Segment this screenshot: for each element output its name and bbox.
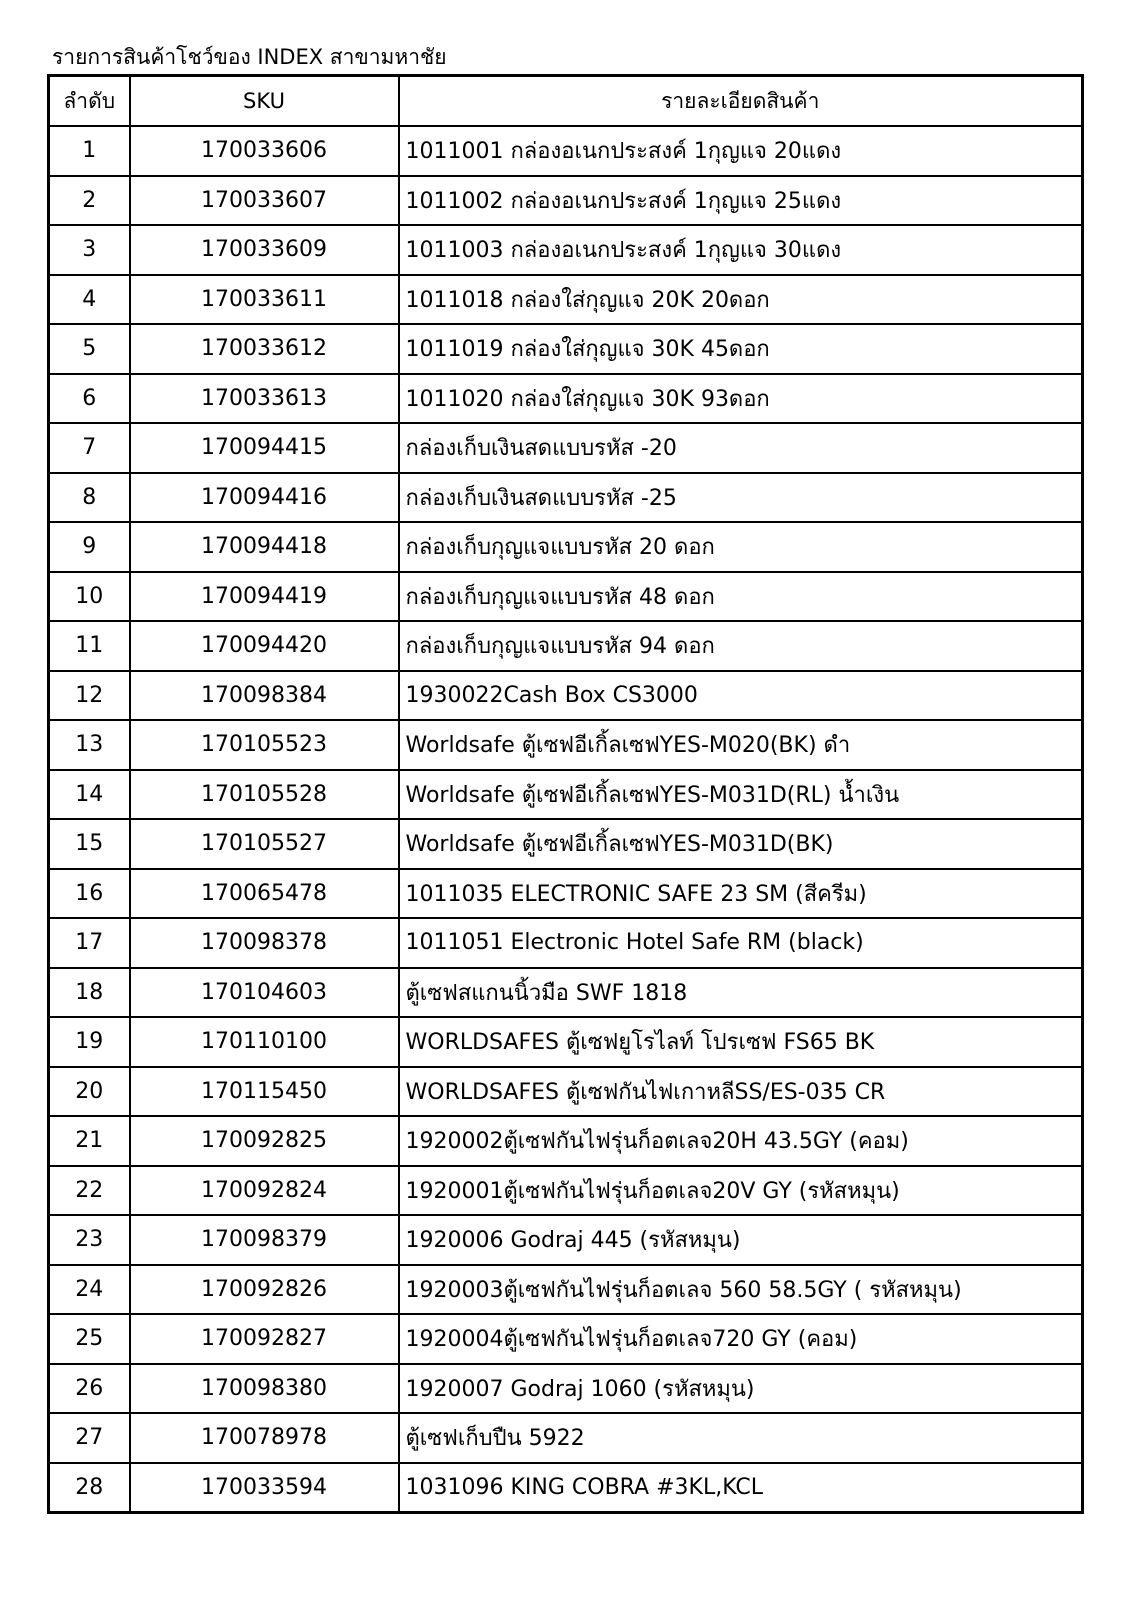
description-cell: 1920007 Godraj 1060 (รหัสหมุน) bbox=[399, 1364, 1083, 1414]
table-header bbox=[49, 76, 1083, 127]
description-cell: 1011035 ELECTRONIC SAFE 23 SM (สีครีม) bbox=[399, 869, 1083, 919]
sku-cell: 170105523 bbox=[130, 720, 399, 770]
row-number-cell: 13 bbox=[49, 720, 130, 770]
table-row bbox=[49, 918, 1083, 968]
table-row bbox=[49, 275, 1083, 325]
row-number-cell: 4 bbox=[49, 275, 130, 325]
sku-cell: 170098380 bbox=[130, 1364, 399, 1414]
sku-cell: 170098379 bbox=[130, 1215, 399, 1265]
row-number-cell: 12 bbox=[49, 671, 130, 721]
description-cell: 1920004ตู้เซฟกันไฟรุ่นก็อตเลจ720 GY (คอม) bbox=[399, 1314, 1083, 1364]
product-table bbox=[47, 74, 1084, 1514]
description-cell: 1920006 Godraj 445 (รหัสหมุน) bbox=[399, 1215, 1083, 1265]
header-description: รายละเอียดสินค้า bbox=[399, 76, 1083, 127]
table-body bbox=[49, 126, 1083, 1513]
description-cell: ตู้เซฟเก็บปืน 5922 bbox=[399, 1413, 1083, 1463]
sku-cell: 170033606 bbox=[130, 126, 399, 176]
table-row bbox=[49, 1166, 1083, 1216]
sku-cell: 170033609 bbox=[130, 225, 399, 275]
row-number-cell: 14 bbox=[49, 770, 130, 820]
sku-cell: 170033594 bbox=[130, 1463, 399, 1513]
table-row bbox=[49, 126, 1083, 176]
table-row bbox=[49, 621, 1083, 671]
sku-cell: 170094416 bbox=[130, 473, 399, 523]
description-cell: กล่องเก็บเงินสดแบบรหัส -25 bbox=[399, 473, 1083, 523]
row-number-cell: 23 bbox=[49, 1215, 130, 1265]
description-cell: 1011018 กล่องใส่กุญแจ 20K 20ดอก bbox=[399, 275, 1083, 325]
description-cell: Worldsafe ตู้เซฟอีเกิ้ลเซฟYES-M031D(BK) bbox=[399, 819, 1083, 869]
description-cell: 1920003ตู้เซฟกันไฟรุ่นก็อตเลจ 560 58.5GY ( รหัสหมุน) bbox=[399, 1265, 1083, 1315]
table-row bbox=[49, 1017, 1083, 1067]
row-number-cell: 5 bbox=[49, 324, 130, 374]
sku-cell: 170098378 bbox=[130, 918, 399, 968]
table-row bbox=[49, 176, 1083, 226]
document-title: รายการสินค้าโชว์ของ INDEX สาขามหาชัย bbox=[52, 45, 447, 69]
description-cell: 1920002ตู้เซฟกันไฟรุ่นก็อตเลจ20H 43.5GY (คอม) bbox=[399, 1116, 1083, 1166]
sku-cell: 170033613 bbox=[130, 374, 399, 424]
description-cell: 1930022Cash Box CS3000 bbox=[399, 671, 1083, 721]
description-cell: กล่องเก็บกุญแจแบบรหัส 48 ดอก bbox=[399, 572, 1083, 622]
description-cell: 1011051 Electronic Hotel Safe RM (black) bbox=[399, 918, 1083, 968]
table-row bbox=[49, 819, 1083, 869]
row-number-cell: 7 bbox=[49, 423, 130, 473]
table-row bbox=[49, 1413, 1083, 1463]
row-number-cell: 21 bbox=[49, 1116, 130, 1166]
sku-cell: 170105527 bbox=[130, 819, 399, 869]
description-cell: 1011003 กล่องอเนกประสงค์ 1กุญแจ 30แดง bbox=[399, 225, 1083, 275]
row-number-cell: 6 bbox=[49, 374, 130, 424]
description-cell: Worldsafe ตู้เซฟอีเกิ้ลเซฟYES-M020(BK) ดำ bbox=[399, 720, 1083, 770]
table-row bbox=[49, 968, 1083, 1018]
sku-cell: 170092827 bbox=[130, 1314, 399, 1364]
description-cell: 1011002 กล่องอเนกประสงค์ 1กุญแจ 25แดง bbox=[399, 176, 1083, 226]
row-number-cell: 2 bbox=[49, 176, 130, 226]
sku-cell: 170098384 bbox=[130, 671, 399, 721]
sku-cell: 170033611 bbox=[130, 275, 399, 325]
sku-cell: 170094418 bbox=[130, 522, 399, 572]
table-row bbox=[49, 572, 1083, 622]
sku-cell: 170115450 bbox=[130, 1067, 399, 1117]
table-row bbox=[49, 1463, 1083, 1513]
table-row bbox=[49, 324, 1083, 374]
row-number-cell: 17 bbox=[49, 918, 130, 968]
description-cell: WORLDSAFES ตู้เซฟยูโรไลท์ โปรเซฟ FS65 BK bbox=[399, 1017, 1083, 1067]
row-number-cell: 25 bbox=[49, 1314, 130, 1364]
table-row bbox=[49, 720, 1083, 770]
table-row bbox=[49, 522, 1083, 572]
description-cell: ตู้เซฟสแกนนิ้วมือ SWF 1818 bbox=[399, 968, 1083, 1018]
table-row bbox=[49, 770, 1083, 820]
table-row bbox=[49, 374, 1083, 424]
sku-cell: 170105528 bbox=[130, 770, 399, 820]
table-row bbox=[49, 473, 1083, 523]
row-number-cell: 19 bbox=[49, 1017, 130, 1067]
description-cell: 1011019 กล่องใส่กุญแจ 30K 45ดอก bbox=[399, 324, 1083, 374]
table-row bbox=[49, 1067, 1083, 1117]
row-number-cell: 20 bbox=[49, 1067, 130, 1117]
row-number-cell: 10 bbox=[49, 572, 130, 622]
sku-cell: 170078978 bbox=[130, 1413, 399, 1463]
header-no: ลำดับ bbox=[49, 76, 130, 127]
header-row bbox=[49, 76, 1083, 127]
description-cell: 1011020 กล่องใส่กุญแจ 30K 93ดอก bbox=[399, 374, 1083, 424]
row-number-cell: 26 bbox=[49, 1364, 130, 1414]
sku-cell: 170094415 bbox=[130, 423, 399, 473]
table-row bbox=[49, 1314, 1083, 1364]
description-cell: 1920001ตู้เซฟกันไฟรุ่นก็อตเลจ20V GY (รหัสหมุน) bbox=[399, 1166, 1083, 1216]
sku-cell: 170094419 bbox=[130, 572, 399, 622]
row-number-cell: 15 bbox=[49, 819, 130, 869]
row-number-cell: 27 bbox=[49, 1413, 130, 1463]
row-number-cell: 18 bbox=[49, 968, 130, 1018]
table-row bbox=[49, 225, 1083, 275]
sku-cell: 170033607 bbox=[130, 176, 399, 226]
sku-cell: 170110100 bbox=[130, 1017, 399, 1067]
table-row bbox=[49, 1364, 1083, 1414]
row-number-cell: 16 bbox=[49, 869, 130, 919]
description-cell: Worldsafe ตู้เซฟอีเกิ้ลเซฟYES-M031D(RL) น้ำเงิน bbox=[399, 770, 1083, 820]
row-number-cell: 28 bbox=[49, 1463, 130, 1513]
description-cell: WORLDSAFES ตู้เซฟกันไฟเกาหลีSS/ES-035 CR bbox=[399, 1067, 1083, 1117]
description-cell: กล่องเก็บกุญแจแบบรหัส 20 ดอก bbox=[399, 522, 1083, 572]
row-number-cell: 8 bbox=[49, 473, 130, 523]
sku-cell: 170104603 bbox=[130, 968, 399, 1018]
table-row bbox=[49, 671, 1083, 721]
description-cell: 1011001 กล่องอเนกประสงค์ 1กุญแจ 20แดง bbox=[399, 126, 1083, 176]
sku-cell: 170094420 bbox=[130, 621, 399, 671]
table-row bbox=[49, 1116, 1083, 1166]
sku-cell: 170092824 bbox=[130, 1166, 399, 1216]
description-cell: กล่องเก็บเงินสดแบบรหัส -20 bbox=[399, 423, 1083, 473]
row-number-cell: 9 bbox=[49, 522, 130, 572]
row-number-cell: 24 bbox=[49, 1265, 130, 1315]
description-cell: 1031096 KING COBRA #3KL,KCL bbox=[399, 1463, 1083, 1513]
sku-cell: 170092826 bbox=[130, 1265, 399, 1315]
table-row bbox=[49, 423, 1083, 473]
header-sku: SKU bbox=[130, 76, 399, 127]
sku-cell: 170065478 bbox=[130, 869, 399, 919]
table-row bbox=[49, 869, 1083, 919]
description-cell: กล่องเก็บกุญแจแบบรหัส 94 ดอก bbox=[399, 621, 1083, 671]
row-number-cell: 1 bbox=[49, 126, 130, 176]
row-number-cell: 3 bbox=[49, 225, 130, 275]
table-row bbox=[49, 1215, 1083, 1265]
row-number-cell: 22 bbox=[49, 1166, 130, 1216]
sku-cell: 170092825 bbox=[130, 1116, 399, 1166]
table-row bbox=[49, 1265, 1083, 1315]
row-number-cell: 11 bbox=[49, 621, 130, 671]
sku-cell: 170033612 bbox=[130, 324, 399, 374]
